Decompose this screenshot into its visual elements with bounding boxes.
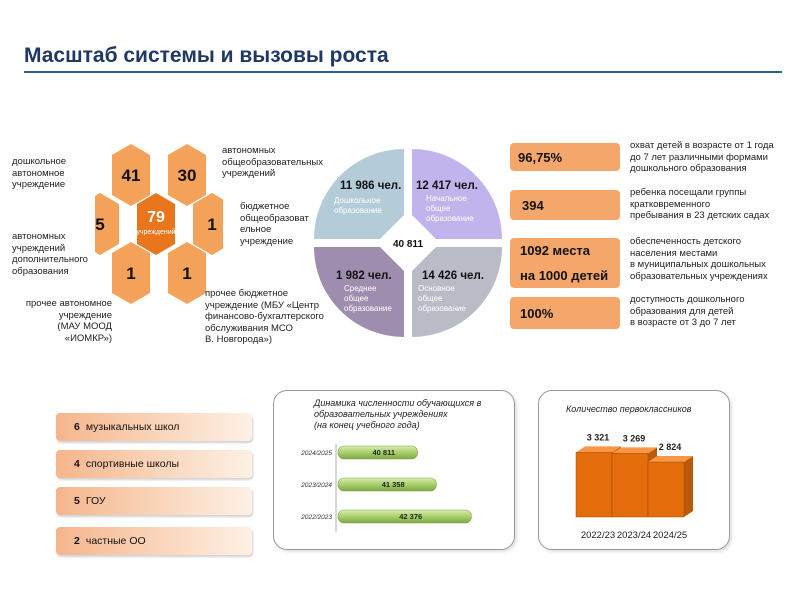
- pie-value-basic: 14 426 чел.: [422, 270, 484, 282]
- pie-label-basic-2: общее: [418, 294, 443, 303]
- hex-1-right-value: 1: [207, 215, 217, 234]
- stat-desc-places: обеспеченность детского населения местами в муниципальных дошкольных образовательных учреждениях: [630, 236, 768, 282]
- student-dynamics-chart: [280, 440, 510, 540]
- pie-value-preschool: 11 986 чел.: [340, 180, 402, 192]
- pie-label-primary-3: образование: [426, 214, 474, 223]
- pie-value-primary: 12 417 чел.: [416, 180, 478, 192]
- stat-box-places: [510, 238, 620, 288]
- stat-box-accessibility: [510, 297, 620, 329]
- column-year-label: 2023/24: [616, 530, 652, 541]
- stat-box-coverage: [510, 143, 620, 171]
- pie-segment-preschool: [314, 149, 404, 239]
- hbar-year-label: 2023/2024: [301, 482, 332, 489]
- pie-label-secondary-1: Среднее: [344, 284, 377, 293]
- column-value-label: 2 824: [658, 442, 682, 453]
- pie-label-secondary-2: общее: [344, 294, 369, 303]
- students-by-level-diagram: [310, 145, 506, 341]
- student-dynamics-title: Динамика численности обучающихся в образовательных учреждениях (на конец учебного года): [314, 398, 482, 430]
- pie-label-primary-1: Начальное: [426, 194, 467, 203]
- institution-private: 2 частные ОО: [56, 527, 252, 555]
- institution-sport-schools: 4 спортивные школы: [56, 450, 252, 478]
- hbar-value-label: 40 811: [372, 448, 396, 457]
- stat-desc-accessibility: доступность дошкольного образования для детей в возрасте от 3 до 7 лет: [630, 294, 745, 328]
- first-graders-title: Количество первоклассников: [566, 404, 692, 414]
- column-2024/25: [648, 462, 684, 517]
- first-graders-chart: [570, 425, 728, 545]
- pie-label-basic-1: Основное: [418, 284, 455, 293]
- hex-label-1-bottom-left: прочее автономное учреждение (МАУ МООД «ИОМКР»): [25, 298, 112, 344]
- pie-value-secondary: 1 982 чел.: [336, 270, 392, 282]
- hbar-value-label: 42 376: [399, 512, 423, 521]
- page-title: Масштаб системы и вызовы роста: [24, 44, 389, 67]
- hbar-year-label: 2024/2025: [301, 450, 332, 457]
- hex-1-bottom-right-value: 1: [182, 264, 192, 283]
- hex-label-41: дошкольное автономное учреждение: [12, 156, 67, 190]
- hex-center-value: 79: [147, 209, 165, 226]
- stat-desc-coverage: охват детей в возрасте от 1 года до 7 лет различными формами дошкольного образования: [630, 140, 774, 174]
- hex-label-5: автономных учреждений дополнительного образования: [12, 231, 88, 277]
- pie-label-basic-3: образование: [418, 304, 466, 313]
- pie-label-secondary-3: образование: [344, 304, 392, 313]
- hbar-year-label: 2022/2023: [301, 514, 332, 521]
- column-side-2024/25: [684, 456, 693, 517]
- column-year-label: 2022/23: [580, 530, 616, 541]
- hex-1-bottom-left-value: 1: [126, 264, 136, 283]
- hex-label-1-right: бюджетное общеобразоват ельное учреждение: [240, 201, 309, 247]
- institution-music-schools: 6 музыкальных школ: [56, 413, 252, 441]
- stat-value-places-1: 1092 места: [520, 243, 591, 258]
- column-year-label: 2024/25: [652, 530, 688, 541]
- hex-label-30: автономных общеобразовательных учреждений: [222, 145, 323, 179]
- pie-total: 40 811: [392, 239, 424, 250]
- stat-box-short-stay: [510, 190, 620, 220]
- stat-value-short-stay: 394: [522, 197, 544, 213]
- column-value-label: 3 269: [622, 433, 646, 444]
- pie-label-primary-2: общее: [426, 204, 451, 213]
- hex-label-1-bottom-right: прочее бюджетное учреждение (МБУ «Центр финансово-бухгалтерского обслуживания МСО В. Новгорода»): [205, 288, 324, 345]
- pie-label-preschool-2: образование: [334, 206, 382, 215]
- column-2022/23: [576, 452, 612, 517]
- hbar-value-label: 41 358: [381, 480, 405, 489]
- institution-gou: 5 ГОУ: [56, 487, 252, 515]
- hex-30-value: 30: [177, 166, 197, 185]
- hex-5-value: 5: [95, 215, 105, 234]
- title-divider: [24, 71, 782, 73]
- stat-desc-short-stay: ребенка посещали группы кратковременного пребывания в 23 детских садах: [630, 187, 770, 221]
- column-value-label: 3 321: [586, 432, 610, 443]
- hex-41-value: 41: [121, 166, 141, 185]
- pie-label-preschool-1: Дошкольное: [334, 196, 381, 205]
- institutions-hex-cluster: [95, 138, 223, 306]
- column-2023/24: [612, 453, 648, 517]
- stat-value-coverage: 96,75%: [518, 149, 563, 165]
- hex-center-label: учреждений: [136, 229, 176, 236]
- stat-value-accessibility: 100%: [520, 305, 554, 321]
- stat-value-places-2: на 1000 детей: [520, 268, 609, 283]
